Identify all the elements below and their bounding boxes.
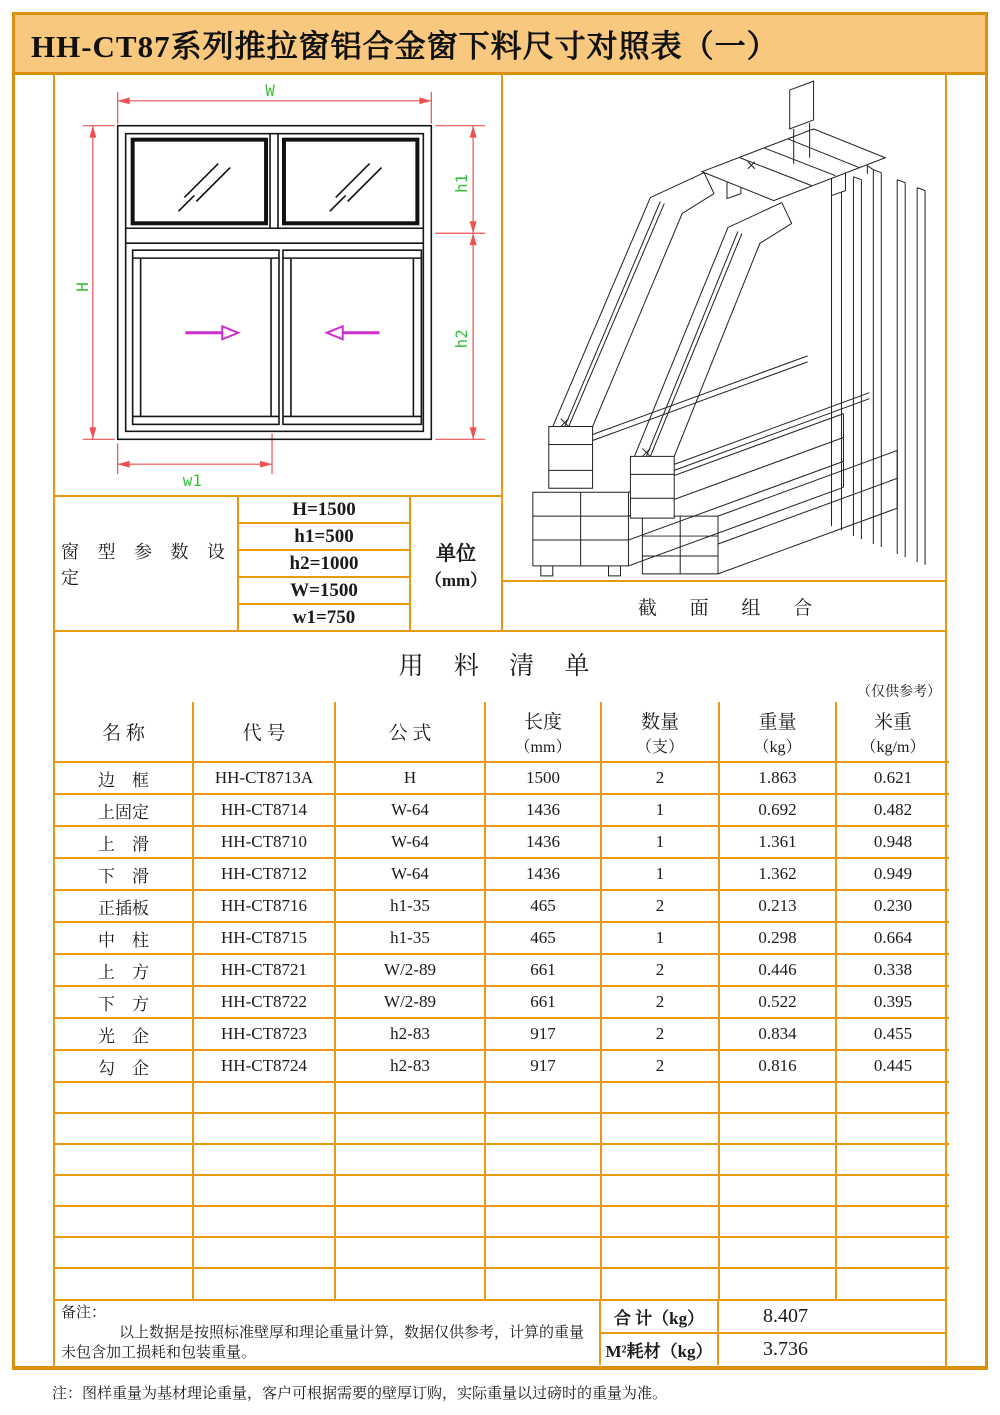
col-header-length: 长度 （mm）: [485, 702, 601, 762]
table-row: [55, 986, 949, 1018]
table-cell: 0.692: [719, 794, 836, 826]
per-sqm-label: M²耗材（kg）: [601, 1334, 719, 1365]
header-row: [55, 702, 949, 762]
material-table-body: [55, 762, 949, 1299]
table-cell-empty: [485, 1268, 601, 1299]
col-header-qty: 数量 （支）: [601, 702, 719, 762]
table-cell-empty: [719, 1113, 836, 1144]
col-header-kgm: 米重 （kg/m）: [836, 702, 949, 762]
table-cell-empty: [836, 1268, 949, 1299]
table-cell-empty: [55, 1268, 193, 1299]
table-cell: 中 柱: [55, 922, 193, 954]
table-cell-empty: [335, 1082, 485, 1113]
table-cell: 0.395: [836, 986, 949, 1018]
table-cell: 边 框: [55, 762, 193, 794]
table-cell: 0.621: [836, 762, 949, 794]
table-cell-empty: [485, 1206, 601, 1237]
table-row-empty: [55, 1206, 949, 1237]
table-cell: 2: [601, 954, 719, 986]
param-value-H: H=1500: [239, 497, 409, 524]
table-cell: W/2-89: [335, 986, 485, 1018]
bottom-note: 注：图样重量为基材理论重量，客户可根据需要的壁厚订购，实际重量以过磅时的重量为准。: [52, 1386, 668, 1402]
table-cell-empty: [485, 1144, 601, 1175]
table-cell: 勾 企: [55, 1050, 193, 1082]
dim-label-h2: h2: [452, 329, 472, 349]
table-cell-empty: [485, 1113, 601, 1144]
table-cell-empty: [335, 1175, 485, 1206]
total-label: 合 计（kg）: [601, 1301, 719, 1332]
table-cell: 2: [601, 890, 719, 922]
table-cell: h1-35: [335, 890, 485, 922]
table-cell-empty: [836, 1082, 949, 1113]
unit-value: （mm）: [424, 570, 488, 590]
table-cell: h1-35: [335, 922, 485, 954]
table-cell: 上 方: [55, 954, 193, 986]
table-cell: 1.362: [719, 858, 836, 890]
joint-marks: [561, 162, 755, 457]
table-row-empty: [55, 1175, 949, 1206]
table-cell-empty: [836, 1206, 949, 1237]
cross-section-panel: [503, 75, 947, 630]
total-value: 8.407: [763, 1305, 808, 1327]
table-cell: 0.816: [719, 1050, 836, 1082]
table-cell-empty: [55, 1206, 193, 1237]
table-cell: HH-CT8710: [193, 826, 335, 858]
table-cell: 0.664: [836, 922, 949, 954]
table-cell: 上固定: [55, 794, 193, 826]
table-cell: 0.446: [719, 954, 836, 986]
table-cell-empty: [719, 1082, 836, 1113]
col-header-weight: 重量 （kg）: [719, 702, 836, 762]
table-cell-empty: [193, 1206, 335, 1237]
table-cell-empty: [335, 1206, 485, 1237]
sliding-sashes: [133, 250, 422, 424]
title-band: [15, 15, 985, 75]
table-cell: 0.455: [836, 1018, 949, 1050]
col-header-code: 代 号: [193, 702, 335, 762]
table-cell: 1436: [485, 826, 601, 858]
table-row: [55, 762, 949, 794]
table-cell: HH-CT8715: [193, 922, 335, 954]
table-cell: 光 企: [55, 1018, 193, 1050]
cross-section-diagram: [503, 75, 947, 580]
dim-label-h1: h1: [452, 173, 472, 194]
table-cell-empty: [836, 1175, 949, 1206]
table-cell: 1.863: [719, 762, 836, 794]
table-cell: 0.949: [836, 858, 949, 890]
table-row-empty: [55, 1113, 949, 1144]
table-cell-empty: [193, 1144, 335, 1175]
top-section: [55, 75, 945, 630]
table-row: [55, 1018, 949, 1050]
reference-only-note: （仅供参考）: [857, 685, 941, 700]
dim-label-h: H: [72, 282, 92, 292]
table-cell-empty: [601, 1206, 719, 1237]
table-cell-empty: [335, 1144, 485, 1175]
table-row: [55, 922, 949, 954]
fixed-panes: [133, 140, 418, 224]
jamb-bundle: [832, 166, 926, 565]
table-row-empty: [55, 1268, 949, 1299]
table-cell: 2: [601, 986, 719, 1018]
table-cell: 1: [601, 922, 719, 954]
param-table: [55, 495, 501, 630]
table-cell: HH-CT8713A: [193, 762, 335, 794]
outer-frame: [12, 12, 988, 1370]
table-cell-empty: [601, 1237, 719, 1268]
table-row: [55, 1050, 949, 1082]
head-assembly: [702, 81, 885, 200]
table-cell: h2-83: [335, 1050, 485, 1082]
table-row-empty: [55, 1082, 949, 1113]
table-cell-empty: [836, 1237, 949, 1268]
table-cell: 1: [601, 858, 719, 890]
table-cell: 0.298: [719, 922, 836, 954]
table-cell-empty: [485, 1237, 601, 1268]
sash-back: [630, 203, 791, 519]
table-cell-empty: [719, 1144, 836, 1175]
per-sqm-value: 3.736: [763, 1338, 808, 1360]
table-cell: W/2-89: [335, 954, 485, 986]
table-cell: 465: [485, 922, 601, 954]
table-cell-empty: [335, 1268, 485, 1299]
table-cell: 1: [601, 794, 719, 826]
table-cell: 正插板: [55, 890, 193, 922]
table-cell-empty: [485, 1082, 601, 1113]
table-cell: h2-83: [335, 1018, 485, 1050]
table-cell-empty: [193, 1082, 335, 1113]
sill-profiles: [533, 492, 718, 576]
table-cell: 1.361: [719, 826, 836, 858]
table-row-empty: [55, 1237, 949, 1268]
table-cell: 0.482: [836, 794, 949, 826]
window-diagram-box: [55, 75, 501, 495]
content-area: [53, 75, 947, 1366]
totals-box: [601, 1301, 945, 1365]
table-cell-empty: [335, 1237, 485, 1268]
table-cell: 0.445: [836, 1050, 949, 1082]
table-cell: 0.834: [719, 1018, 836, 1050]
table-cell: 0.948: [836, 826, 949, 858]
table-cell: 2: [601, 762, 719, 794]
remark-line2: 未包含加工损耗和包装重量。: [61, 1345, 257, 1361]
table-cell: 下 滑: [55, 858, 193, 890]
window-elevation-diagram: [55, 75, 501, 495]
table-cell: 661: [485, 954, 601, 986]
page-title: HH-CT87系列推拉窗铝合金窗下料尺寸对照表（一）: [31, 29, 779, 64]
table-cell: HH-CT8714: [193, 794, 335, 826]
table-cell-empty: [55, 1175, 193, 1206]
table-cell-empty: [601, 1268, 719, 1299]
section-label: 截 面 组 合: [503, 580, 947, 630]
table-cell: 1500: [485, 762, 601, 794]
table-cell: 0.522: [719, 986, 836, 1018]
table-cell: 上 滑: [55, 826, 193, 858]
table-cell-empty: [836, 1144, 949, 1175]
table-cell-empty: [193, 1268, 335, 1299]
table-cell: 917: [485, 1018, 601, 1050]
table-cell: W-64: [335, 794, 485, 826]
table-cell: 0.213: [719, 890, 836, 922]
material-table-head: [55, 702, 949, 762]
table-cell: W-64: [335, 858, 485, 890]
table-cell: 2: [601, 1018, 719, 1050]
total-row: [601, 1301, 945, 1334]
table-cell-empty: [55, 1144, 193, 1175]
table-cell: 465: [485, 890, 601, 922]
param-value-W: W=1500: [239, 578, 409, 605]
table-cell-empty: [485, 1175, 601, 1206]
table-cell: 下 方: [55, 986, 193, 1018]
table-cell-empty: [601, 1082, 719, 1113]
param-values: [239, 497, 411, 630]
table-row: [55, 954, 949, 986]
per-sqm-row: [601, 1334, 945, 1365]
material-list-title-row: [55, 630, 945, 702]
table-row: [55, 890, 949, 922]
remark-label: 备注：: [61, 1305, 107, 1321]
table-row: [55, 826, 949, 858]
material-list-title: 用 料 清 单: [398, 653, 602, 680]
remark-box: [55, 1301, 601, 1365]
table-cell: 0.230: [836, 890, 949, 922]
remark-line1: 以上数据是按照标准壁厚和理论重量计算，数据仅供参考，计算的重量: [119, 1325, 585, 1341]
table-cell: H: [335, 762, 485, 794]
table-cell-empty: [719, 1268, 836, 1299]
material-table: [55, 702, 949, 1299]
table-cell-empty: [55, 1237, 193, 1268]
table-cell-empty: [601, 1175, 719, 1206]
table-cell: 1436: [485, 794, 601, 826]
table-row-empty: [55, 1144, 949, 1175]
table-cell: 0.338: [836, 954, 949, 986]
param-value-w1: w1=750: [292, 606, 356, 628]
col-header-name: 名 称: [55, 702, 193, 762]
sash-front: [549, 173, 714, 489]
param-table-label: 窗 型 参 数 设 定: [55, 497, 239, 630]
table-cell: HH-CT8716: [193, 890, 335, 922]
table-cell-empty: [719, 1175, 836, 1206]
table-cell-empty: [719, 1206, 836, 1237]
param-value-h1: h1=500: [239, 524, 409, 551]
table-row: [55, 794, 949, 826]
table-cell-empty: [193, 1237, 335, 1268]
table-cell: 1: [601, 826, 719, 858]
footer-row: [55, 1299, 945, 1365]
unit-cell: [411, 497, 501, 630]
dim-label-w1: w1: [182, 471, 202, 491]
table-row: [55, 858, 949, 890]
table-cell-empty: [601, 1144, 719, 1175]
table-cell: 1436: [485, 858, 601, 890]
window-diagram-panel: [55, 75, 503, 630]
table-cell-empty: [55, 1082, 193, 1113]
param-value-h2: h2=1000: [239, 551, 409, 578]
table-cell: HH-CT8723: [193, 1018, 335, 1050]
dim-label-w: W: [265, 80, 275, 100]
table-cell-empty: [55, 1113, 193, 1144]
table-cell-empty: [193, 1175, 335, 1206]
table-cell-empty: [719, 1237, 836, 1268]
table-cell: 661: [485, 986, 601, 1018]
table-cell: HH-CT8721: [193, 954, 335, 986]
table-cell: HH-CT8722: [193, 986, 335, 1018]
table-cell: 917: [485, 1050, 601, 1082]
table-cell: 2: [601, 1050, 719, 1082]
table-cell: HH-CT8712: [193, 858, 335, 890]
table-cell: W-64: [335, 826, 485, 858]
cross-section-box: [503, 75, 947, 580]
table-cell-empty: [193, 1113, 335, 1144]
table-cell-empty: [335, 1113, 485, 1144]
table-cell-empty: [836, 1113, 949, 1144]
unit-label: 单位: [436, 542, 476, 565]
table-cell: HH-CT8724: [193, 1050, 335, 1082]
col-header-formula: 公 式: [335, 702, 485, 762]
table-cell-empty: [601, 1113, 719, 1144]
